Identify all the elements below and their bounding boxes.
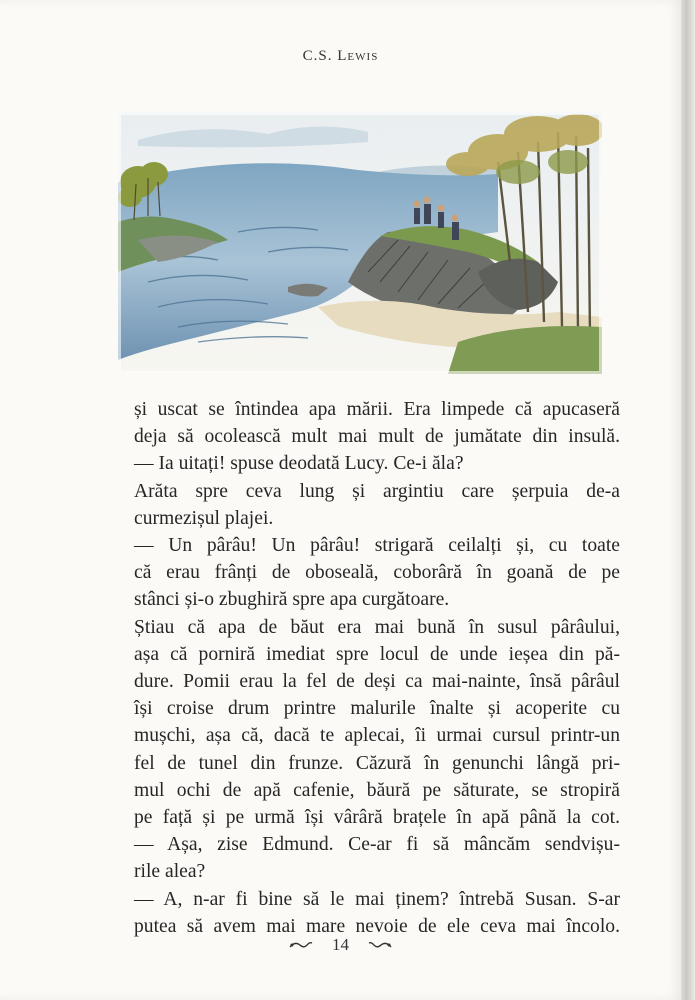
text-line: — A, n-ar fi bine să le mai ținem? întrebă Susan. S-ar [134,888,620,910]
text-line: curmezișul plajei. [134,507,274,529]
text-line: dure. Pomii erau la fel de deși ca mai-nainte, însă pârâul [134,671,620,693]
page-edge [681,0,695,1000]
text-line: pe față și pe urmă își vârâră brațele în apă până la cot. [134,807,620,829]
text-line: — Un pârâu! Un pârâu! strigară ceilalți și, cu toate [134,535,620,557]
text-line: deja să ocolească mult mai mult de jumătate din insulă. [134,426,620,448]
text-line: fel de tunel din frunze. Căzură în genunchi lângă pri- [134,752,620,774]
text-line: — Ia uitați! spuse deodată Lucy. Ce-i ăla? [134,453,464,475]
text-line: mușchi, așa că, dacă te aplecai, îi urmai cursul printr-un [134,725,620,747]
text-line: își croise drum printre malurile înalte și acoperite cu [134,698,620,720]
text-line: rile alea? [134,861,206,883]
text-line: — Așa, zise Edmund. Ce-ar fi să mâncăm sendvișu- [134,834,620,856]
running-head-text: C.S. Lewis [302,48,379,64]
text-line: Arăta spre ceva lung și argintiu care șerpuia de-a [134,480,620,502]
text-line: și uscat se întindea apa mării. Era limpede că apucaseră [134,399,620,420]
text-line: mul ochi de apă cafenie, băură pe săturate, se stropiră [134,779,620,801]
text-line: așa că porniră imediat spre locul de unde ieșea din pă- [134,643,620,665]
body-text [134,396,620,940]
text-line: putea să avem mai mare nevoie de ele ceva mai încolo. [134,915,620,937]
text-line: Știau că apa de băut era mai bună în susul pârâului, [134,616,620,638]
page-number: 14 [332,935,349,955]
seashore-illustration [118,112,602,374]
text-line: stânci și-o zbughiră spre apa curgătoare. [134,589,450,611]
right-ornament-icon [367,939,393,951]
page-footer [0,934,681,955]
left-ornament-icon [288,939,314,951]
running-head [0,48,681,65]
text-line: că erau frânți de oboseală, coborâră în goană de pe [134,562,620,584]
